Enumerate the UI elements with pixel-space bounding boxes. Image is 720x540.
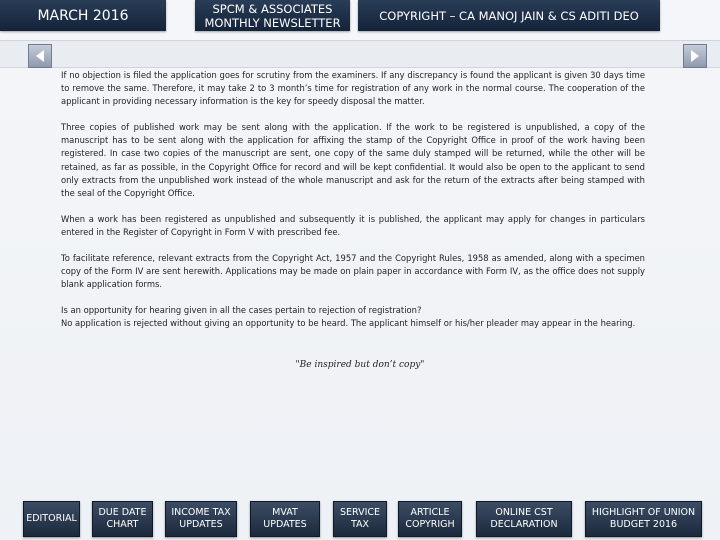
editorial-button[interactable] — [23, 501, 80, 537]
faq-answer: No application is rejected without giving an opportunity to be heard. The applicant himself or his/her pleader may appear in the hearing. — [61, 318, 636, 329]
article-label-1: ARTICLE — [410, 507, 450, 518]
faq-question: Is an opportunity for hearing given in all the cases pertain to rejection of registration? — [61, 305, 422, 316]
due-date-label-2: CHART — [106, 519, 139, 530]
issue-month-text: MARCH 2016 — [37, 7, 129, 24]
paragraph-copies: Three copies of published work may be sent along with the application. If the work to be registered is unpublished, a copy of the manuscript has to be sent along with the application for affixing the stamp of the Copyright Office in proof of the work having been registered. In case two copies of the manuscript are sent, one copy of the same duly stamped will be returned, while the other will be retained, as far as possible, in the Copyright Office for record and will be kept confidential. It would also be open to the applicant to send only extracts from the unpublished work instead of the whole manuscript and ask for the return of the extracts after being stamped with the seal of the Copyright Office. — [61, 122, 645, 198]
newsletter-title — [195, 0, 350, 31]
due-date-chart-button[interactable] — [92, 501, 153, 537]
newsletter-subtitle: MONTHLY NEWSLETTER — [204, 15, 341, 30]
budget-label-2: BUDGET 2016 — [609, 519, 678, 530]
income-tax-label-2: UPDATES — [179, 519, 223, 530]
paragraph-reference: To facilitate reference, relevant extracts from the Copyright Act, 1957 and the Copyright Rules, 1958 as amended, along with a specimen copy of the Form IV are sent herewith. Applications may be made on plain paper in accordance with Form IV, as the office does not supply blank application forms. — [61, 253, 645, 290]
union-budget-highlight-button[interactable] — [585, 501, 702, 537]
service-tax-label-2: TAX — [350, 519, 370, 530]
income-tax-updates-button[interactable] — [165, 501, 237, 537]
cst-label-2: DECLARATION — [490, 519, 558, 530]
budget-label-1: HIGHLIGHT OF UNION — [591, 507, 696, 518]
paragraph-unpublished: When a work has been registered as unpublished and subsequently it is published, the applicant may apply for changes in particulars entered in the Register of Copyright in Form V with prescribed fee. — [61, 213, 645, 237]
quote-line: "Be inspired but don’t copy" — [295, 360, 425, 370]
income-tax-label-1: INCOME TAX — [171, 507, 231, 518]
copyright-banner — [358, 0, 660, 31]
article-label-2: COPYRIGH — [405, 519, 455, 530]
service-tax-button[interactable] — [333, 501, 387, 537]
previous-page-button[interactable] — [28, 44, 52, 68]
article-copyright-button[interactable] — [398, 501, 462, 537]
online-cst-declaration-button[interactable] — [476, 501, 572, 537]
triangle-left-icon — [33, 49, 47, 63]
copyright-text: COPYRIGHT – CA MANOJ JAIN & CS ADITI DEO — [379, 8, 639, 23]
firm-name: SPCM & ASSOCIATES — [212, 1, 333, 16]
next-page-button[interactable] — [683, 44, 707, 68]
mvat-label-1: MVAT — [272, 507, 298, 518]
editorial-label: EDITORIAL — [26, 513, 77, 524]
due-date-label-1: DUE DATE — [98, 507, 147, 518]
service-tax-label-1: SERVICE — [339, 507, 381, 518]
triangle-right-icon — [688, 49, 702, 63]
mvat-label-2: UPDATES — [263, 519, 307, 530]
mvat-updates-button[interactable] — [250, 501, 320, 537]
navigation-bar — [0, 40, 720, 68]
article-body — [61, 69, 645, 331]
paragraph-scrutiny: If no objection is filed the application goes for scrutiny from the examiners. If any discrepancy is found the applicant is given 30 days time to remove the same. Therefore, it may take 2 to 3 month’s time for registration of any work in the normal course. The cooperation of the applicant in providing necessary information is the key for speedy disposal the matter. — [61, 70, 645, 107]
issue-month-label — [0, 0, 166, 31]
cst-label-1: ONLINE CST — [495, 507, 553, 518]
